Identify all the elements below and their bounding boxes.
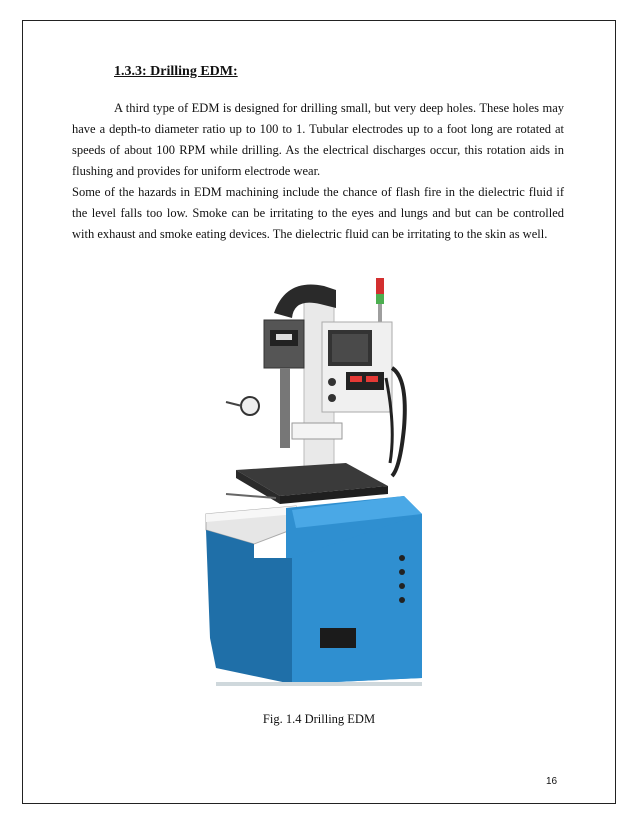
drilling-edm-machine-image <box>196 258 436 688</box>
figure-caption: Fig. 1.4 Drilling EDM <box>262 712 376 726</box>
section-heading: 1.3.3: Drilling EDM: <box>114 64 238 79</box>
paragraph-hazards: Some of the hazards in EDM machining include the chance of flash fire in the dielectric fluid if the level falls too low. Smoke can be irritating to the eyes and lungs and but can be controlled with exhaust and smoke eating devices. The dielectric fluid can be irritating to the skin as well. <box>72 185 564 241</box>
page-number: 16 <box>546 776 558 787</box>
paragraph-drilling-edm: A third type of EDM is designed for drilling small, but very deep holes. These holes may have a depth-to diameter ratio up to 100 to 1. Tubular electrodes up to a foot long are rotated at speeds of about 100 RPM while drilling. As the electrical discharges occur, this rotation aids in flushing and provides for uniform electrode wear. <box>72 101 564 178</box>
